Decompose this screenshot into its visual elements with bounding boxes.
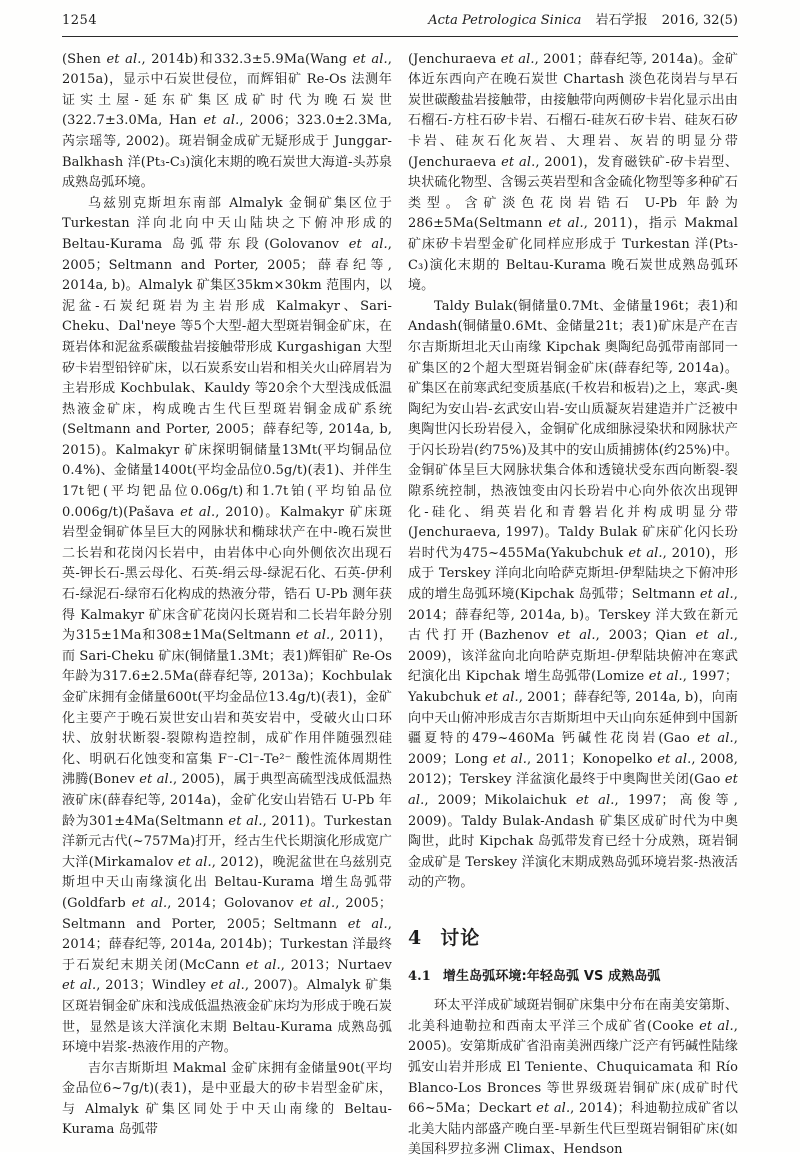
paragraph-continuation: (Shen et al., 2014b)和332.3±5.9Ma(Wang et al., 2015a)，显示中石炭世侵位，而辉钼矿 Re-Os 法测年证实土屋-延东矿集区成矿时代为晚石炭世(322.7±3.0Ma, Han et al., 2006；323.0±2.3Ma, 芮宗瑶等, 2002)。斑岩铜金成矿无疑形成于 Junggar-Balkhash 洋(Pt₃-C₃)演化末期的晚石炭世大海道-头苏泉成熟岛弧环境。 <box>62 51 392 191</box>
subsection-title: 增生岛弧环境:年轻岛弧 VS 成熟岛弧 <box>442 968 661 984</box>
subsection-heading-arc-environment <box>408 967 738 988</box>
journal-title-chinese: 岩石学报 <box>595 13 648 28</box>
section-title: 讨论 <box>440 926 481 949</box>
page-header <box>62 13 738 29</box>
paragraph-makmal: 吉尔吉斯斯坦 Makmal 金矿床拥有金储量90t(平均金品位6~7g/t)(表1)，是中亚最大的矽卡岩型金矿床，与 Almalyk 矿集区同处于中天山南缘的 Beltau-Kurama 岛弧带 <box>62 1060 392 1138</box>
paragraph-taldy-bulak: Taldy Bulak(铜储量0.7Mt、金储量196t；表1)和 Andash(铜储量0.6Mt、金储量21t；表1)矿床是产在吉尔吉斯斯坦北天山南缘 Kipchak 奥陶纪岛弧带南部同一矿集区的2个超大型斑岩铜金矿床(薛春纪等, 2014a)。矿集区在前寒武纪变质基底(千枚岩和板岩)之上，寒武-奥陶纪为安山岩-玄武安山岩-安山质凝灰岩建造并广泛被中奥陶世闪长玢岩侵入，金铜矿化成细脉浸染状和网脉状产于闪长玢岩(约75%)及其中的安山质捕掳体(约25%)中。金铜矿体呈巨大网脉状集合体和透镜状受东西向断裂-裂隙系统控制，热液蚀变由闪长玢岩中心向外依次出现钾化-硅化、绢英岩化和青磐岩化并构成明显分带(Jenchuraeva, 1997)。Taldy Bulak 矿床矿化闪长玢岩时代为475~455Ma(Yakubchuk et al., 2010)，形成于 Terskey 洋向北向哈萨克斯坦-伊犁陆块之下俯冲形成的增生岛弧环境(Kipchak 岛弧带；Seltmann et al., 2014；薛春纪等, 2014a, b)。Terskey 洋大致在新元古代打开(Bazhenov et al., 2003；Qian et al., 2009)，该洋盆向北向哈萨克斯坦-伊犁陆块俯冲在寒武纪演化出 Kipchak 增生岛弧带(Lomize et al., 1997；Yakubchuk et al., 2001；薛春纪等, 2014a, b)，向南向中天山俯冲形成吉尔吉斯斯坦中天山向东延伸到中国新疆夏特的479~460Ma 钙碱性花岗岩(Gao et al., 2009；Long et al., 2011；Konopelko et al., 2008, 2012)；Terskey 洋盆演化最终于中奥陶世关闭(Gao et al., 2009；Mikolaichuk et al., 1997；高俊等, 2009)。Taldy Bulak-Andash 矿集区成矿时代为中奥陶世，此时 Kipchak 岛弧带发育已经十分成熟，斑岩铜金成矿是 Terskey 洋演化末期成熟岛弧环境岩浆-热液活动的产物。 <box>408 298 738 891</box>
journal-issue: 2016, 32(5) <box>661 13 738 28</box>
paragraph-circum-pacific: 环太平洋成矿域斑岩铜矿床集中分布在南美安第斯、北美科迪勒拉和西南太平洋三个成矿省(Cooke et al., 2005)。安第斯成矿省沿南美洲西缘广泛产有钙碱性陆缘弧安山岩并形成 El Teniente、Chuquicamata 和 Río Blanco-Los Bronces 等世界级斑岩铜矿床(成矿时代66~5Ma；Deckart et al., 2014)；科迪勒拉成矿省以北美大陆内部盛产晚白垩-早新生代巨型斑岩铜钼矿床(如美国科罗拉多洲 Climax、Hendson <box>408 998 738 1158</box>
section-heading-discussion <box>408 928 738 949</box>
journal-title-line <box>418 13 738 29</box>
header-divider <box>62 36 738 37</box>
section-number: 4 <box>408 926 423 949</box>
right-column <box>408 50 738 1161</box>
paragraph-makmal-continuation: (Jenchuraeva et al., 2001；薛春纪等, 2014a)。金矿体近东西向产在晚石炭世 Chartash 淡色花岗岩与早石炭世碳酸盐岩接触带，由接触带向两侧矽卡岩化显示出由石榴石-方柱石矽卡岩、石榴石-硅灰石矽卡岩、硅灰石矽卡岩、硅灰石化灰岩、大理岩、灰岩的明显分带(Jenchuraeva et al., 2001)，发育磁铁矿-矽卡岩型、块状硫化物型、含锡云英岩型和含金硫化物型等多种矿石类型。含矿淡色花岗岩锆石 U-Pb 年龄为286±5Ma(Seltmann et al., 2011)，指示 Makmal 矿床矽卡岩型金矿化同样应形成于 Turkestan 洋(Pt₃-C₃)演化末期的 Beltau-Kurama 晚石炭世成熟岛弧环境。 <box>408 51 739 294</box>
left-column <box>62 50 392 1161</box>
paragraph-almalyk: 乌兹别克斯坦东南部 Almalyk 金铜矿集区位于 Turkestan 洋向北向中天山陆块之下俯冲形成的 Beltau-Kurama 岛弧带东段(Golovanov et al., 2005；Seltmann and Porter, 2005；薛春纪等, 2014a, b)。Almalyk 矿集区35km×30km 范围内，以泥盆-石炭纪斑岩为主岩形成 Kalmakyr、Sari-Cheku、Dal'neye 等5个大型-超大型斑岩铜金矿床，在斑岩体和泥盆系碳酸盐岩接触带形成 Kurgashigan 大型矽卡岩型铅锌矿床，以石炭系安山岩和相关火山碎屑岩为主岩形成 Kochbulak、Kauldy 等20余个大型浅成低温热液金矿床，构成晚古生代巨型斑岩铜金成矿系统(Seltmann and Porter, 2005；薛春纪等, 2014a, b, 2015)。Kalmakyr 矿床探明铜储量13Mt(平均铜品位0.4%)、金储量1400t(平均金品位0.5g/t)(表1)、并伴生17t钯(平均钯品位0.06g/t)和1.7t铂(平均铂品位0.006g/t)(Pašava et al., 2010)。Kalmakyr 矿床斑岩型金铜矿体呈巨大的网脉状和椭球状产在中-晚石炭世二长岩和花岗闪长岩中，由岩体中心向外侧依次出现石英-钾长石-黑云母化、石英-绢云母-绿泥石化、石英-伊利石-绿泥石-绿帘石化构成的热液分带，锆石 U-Pb 测年获得 Kalmakyr 矿床含矿花岗闪长斑岩和二长岩年龄分别为315±1Ma和308±1Ma(Seltmann et al., 2011)，而 Sari-Cheku 矿床(铜储量1.3Mt；表1)辉钼矿 Re-Os 年龄为317.6±2.5Ma(薛春纪等, 2013a)；Kochbulak 金矿床拥有金储量600t(平均金品位13.4g/t)(表1)，金矿化主要产于晚石炭世安山岩和英安岩中，受破火山口环状、放射状断裂-裂隙构造控制，成矿作用伴随强烈硅化、明矾石化蚀变和富集 F⁻-Cl⁻-Te²⁻ 酸性流体周期性沸腾(Bonev et al., 2005)，属于典型高硫型浅成低温热液矿床(薛春纪等, 2014a)，金矿化安山岩锆石 U-Pb 年龄为301±4Ma(Seltmann et al., 2011)。Turkestan 洋新元古代(~757Ma)打开，经古生代长期演化形成宽广大洋(Mirkamalov et al., 2012)，晚泥盆世在乌兹别克斯坦中天山南缘演化出 Beltau-Kurama 增生岛弧带(Goldfarb et al., 2014；Golovanov et al., 2005；Seltmann and Porter, 2005；Seltmann et al., 2014；薛春纪等, 2014a, 2014b)；Turkestan 洋最终于石炭纪末期关闭(McCann et al., 2013；Nurtaev et al., 2013；Windley et al., 2007)。Almalyk 矿集区斑岩铜金矿床和浅成低温热液金矿床均为形成于晚石炭世，显然是该大洋演化末期 Beltau-Kurama 成熟岛弧环境中岩浆-热液作用的产物。 <box>62 195 393 1056</box>
page-number: 1254 <box>62 13 98 28</box>
two-column-body <box>62 50 738 1161</box>
subsection-number: 4.1 <box>408 968 431 984</box>
journal-title-latin: Acta Petrologica Sinica <box>428 13 582 28</box>
